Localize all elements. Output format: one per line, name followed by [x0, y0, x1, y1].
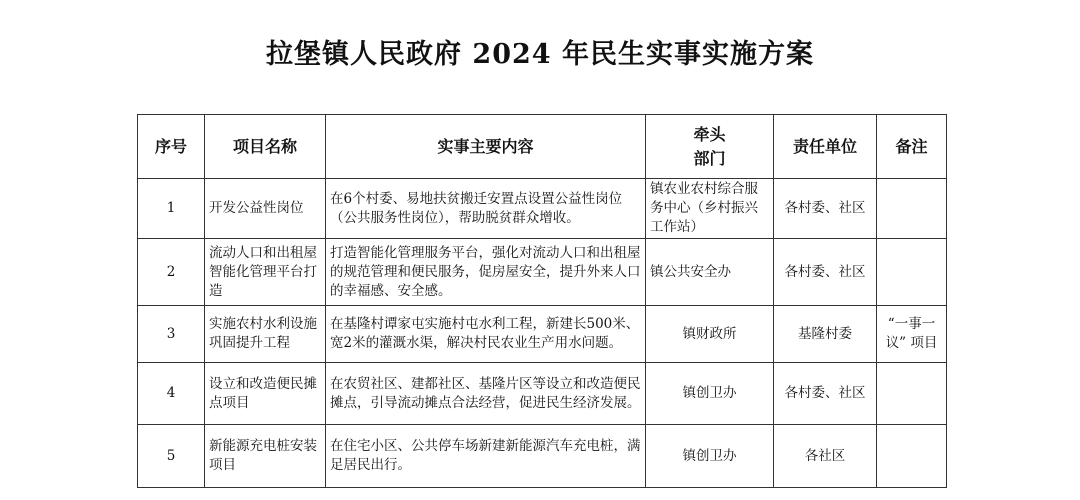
cell-unit: 基隆村委 [774, 306, 877, 363]
cell-note [877, 179, 947, 239]
cell-dept: 镇公共安全办 [646, 239, 774, 306]
table-row [138, 306, 947, 363]
header-dept-line1: 牵头 [693, 124, 726, 144]
cell-note [877, 425, 947, 488]
header-name: 项目名称 [205, 115, 326, 179]
cell-unit: 各社区 [774, 425, 877, 488]
document-title: 拉堡镇人民政府 2024 年民生实事实施方案 [266, 39, 814, 70]
cell-no: 1 [138, 179, 205, 239]
cell-dept: 镇农业农村综合服务中心（乡村振兴工作站） [646, 179, 774, 239]
cell-name: 开发公益性岗位 [205, 179, 326, 239]
table-header-row [138, 115, 947, 179]
cell-note: “一事一议” 项目 [877, 306, 947, 363]
cell-note [877, 239, 947, 306]
cell-name: 新能源充电桩安装项目 [205, 425, 326, 488]
table-row [138, 239, 947, 306]
header-content: 实事主要内容 [326, 115, 646, 179]
cell-dept: 镇创卫办 [646, 363, 774, 425]
cell-content: 在6个村委、易地扶贫搬迁安置点设置公益性岗位（公共服务性岗位），帮助脱贫群众增收。 [326, 179, 646, 239]
cell-dept: 镇财政所 [646, 306, 774, 363]
cell-content: 在基隆村谭家屯实施村屯水利工程，新建长500米、宽2米的灌溉水渠，解决村民农业生产用水问题。 [326, 306, 646, 363]
cell-dept: 镇创卫办 [646, 425, 774, 488]
cell-unit: 各村委、社区 [774, 179, 877, 239]
cell-unit: 各村委、社区 [774, 239, 877, 306]
cell-no: 2 [138, 239, 205, 306]
cell-unit: 各村委、社区 [774, 363, 877, 425]
cell-content: 在农贸社区、建都社区、基隆片区等设立和改造便民摊点，引导流动摊点合法经营，促进民生经济发展。 [326, 363, 646, 425]
table-row [138, 363, 947, 425]
cell-no: 4 [138, 363, 205, 425]
cell-no: 3 [138, 306, 205, 363]
cell-name: 实施农村水利设施巩固提升工程 [205, 306, 326, 363]
cell-content: 在住宅小区、公共停车场新建新能源汽车充电桩，满足居民出行。 [326, 425, 646, 488]
header-note: 备注 [877, 115, 947, 179]
table-row [138, 425, 947, 488]
cell-name: 流动人口和出租屋智能化管理平台打造 [205, 239, 326, 306]
table-row [138, 179, 947, 239]
cell-note [877, 363, 947, 425]
projects-table [137, 114, 947, 488]
cell-name: 设立和改造便民摊点项目 [205, 363, 326, 425]
cell-no: 5 [138, 425, 205, 488]
header-no: 序号 [138, 115, 205, 179]
cell-content: 打造智能化管理服务平台，强化对流动人口和出租屋的规范管理和便民服务，促房屋安全，提升外来人口的幸福感、安全感。 [326, 239, 646, 306]
header-dept [646, 115, 774, 179]
header-dept-line2: 部门 [693, 148, 726, 168]
header-unit: 责任单位 [774, 115, 877, 179]
